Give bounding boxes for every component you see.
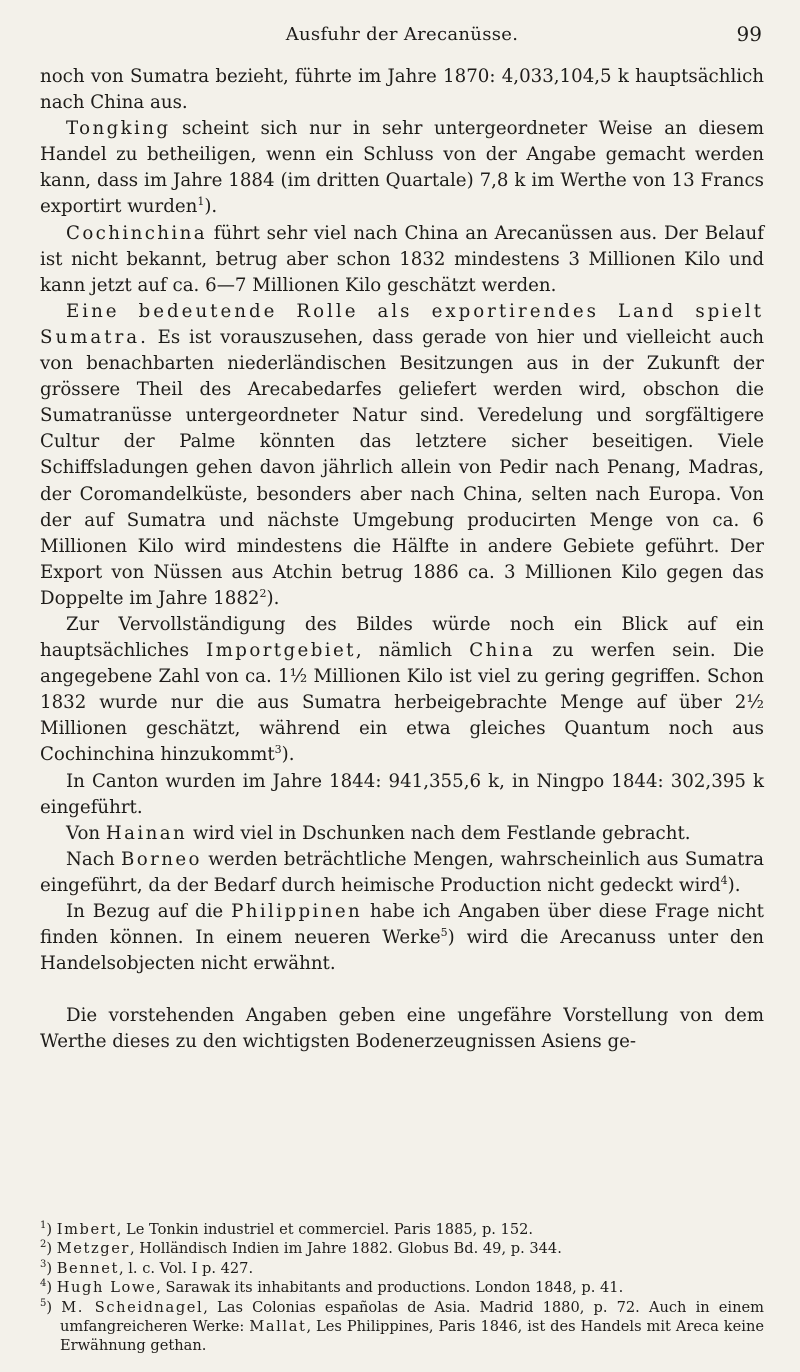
footnote-mark: 4: [40, 1278, 47, 1290]
footnote-author: Hugh Lowe: [56, 1279, 157, 1297]
paragraph-import: [40, 612, 764, 769]
place-name: Hainan: [105, 822, 188, 844]
paragraph-text: habe ich Angaben über diese Frage nicht finden können. In einem neueren Werke: [40, 901, 764, 949]
paragraph-text: wird viel in Dschunken nach dem Festlande gebracht.: [187, 822, 691, 844]
paragraph-text: werden beträchtliche Mengen, wahrscheinlich aus Sumatra eingeführt, da der Bedarf durch heimische Production nicht gedeckt wird: [40, 848, 764, 896]
footnote-author: Bennet: [56, 1259, 119, 1277]
place-name: Cochinchina: [66, 222, 207, 244]
footnote-mark: 2: [40, 1239, 47, 1251]
paragraph-philippinen: [40, 899, 764, 977]
footnote-text: , Las Colonias españolas de Asia. Madrid 1880, p. 72. Auch in einem umfangreicheren Werke:: [60, 1298, 764, 1336]
footnote-ref[interactable]: 4: [720, 873, 728, 887]
running-title: Ausfuhr der Arecanüsse.: [285, 24, 519, 45]
footnote-text: , Sarawak its inhabitants and productions. London 1848, p. 41.: [156, 1279, 624, 1297]
footnote-author: Imbert: [56, 1221, 117, 1238]
paragraph-text: ) wird die Arecanuss unter den Handelsobjecten nicht erwähnt.: [40, 927, 764, 975]
footnote-mark: 1: [40, 1220, 47, 1232]
book-page: [40, 0, 764, 1372]
footnote-text: , Les Philippines, Paris 1846, ist des Handels mit Areca keine Erwähnung gethan.: [60, 1318, 764, 1355]
footnote-ref[interactable]: 2: [259, 586, 267, 600]
paragraph-tongking: [40, 116, 764, 220]
body-text: [40, 64, 764, 1055]
paragraph-hainan: [40, 821, 764, 847]
paragraph-sumatra: [40, 299, 764, 612]
paragraph-borneo: [40, 847, 764, 899]
footnote-text: , l. c. Vol. I p. 427.: [118, 1259, 254, 1277]
paragraph-text: Von: [66, 822, 106, 844]
paragraph-text: ).: [204, 196, 218, 218]
footnote-ref[interactable]: 5: [440, 926, 448, 940]
footnote-ref[interactable]: 1: [197, 195, 205, 209]
paragraph-canton: In Canton wurden im Jahre 1844: 941,355,6 k, in Ningpo 1844: 302,395 k eingeführt.: [40, 770, 764, 818]
emphasis-text: Eine bedeutende Rolle als exportirendes Land spielt Sumatra.: [40, 300, 764, 348]
paragraph-text: In Bezug auf die: [66, 901, 232, 922]
place-name: China: [469, 640, 536, 662]
footnote-3: $^3$) Bennet, l. c. Vol. I p. 427.: [40, 1258, 254, 1277]
footnote-2: $^2$) Metzger, Holländisch Indien im Jahre 1882. Globus Bd. 49, p. 344.: [40, 1239, 562, 1258]
footnote-1: $^1$) Imbert, Le Tonkin industriel et commerciel. Paris 1885, p. 152.: [40, 1220, 534, 1238]
footnote-text: , Le Tonkin industriel et commerciel. Paris 1885, p. 152.: [116, 1221, 534, 1238]
paragraph-cochinchina: [40, 221, 764, 299]
footnote-4: $^4$) Hugh Lowe, Sarawak its inhabitants and productions. London 1848, p. 41.: [40, 1278, 624, 1297]
footnote-mark: 3: [40, 1258, 47, 1270]
paragraph-text: ).: [266, 587, 280, 609]
page-number: 99: [736, 22, 762, 46]
paragraph-text: zu werfen sein. Die angegebene Zahl von ca. 1½ Millionen Kilo ist viel zu gering gegriffen. Schon 1832 wurde nur die aus Sumatra herbeigebrachte Menge auf über 2½ Millionen geschätzt, während ein etwa gleiches Quantum noch aus Cochinchina hinzukommt: [40, 640, 764, 766]
paragraph-spacer: [40, 977, 764, 1003]
footnote-author: Mallat: [249, 1318, 307, 1336]
place-name: Borneo: [121, 848, 202, 870]
footnote-mark: 5: [40, 1297, 47, 1309]
paragraph-text: ).: [281, 744, 295, 766]
paragraph-text: Zur Vervollständigung des Bildes würde noch ein Blick auf ein hauptsächliches: [40, 613, 764, 662]
paragraph-text: führt sehr viel nach China an Arecanüssen aus. Der Belauf ist nicht bekannt, betrug aber schon 1832 mindestens 3 Millionen Kilo und kann jetzt auf ca. 6—7 Millionen Kilo geschätzt werden.: [40, 222, 764, 296]
place-name: Philippinen: [231, 901, 363, 922]
place-name: Tongking: [66, 118, 171, 140]
paragraph-text: , nämlich: [355, 640, 470, 662]
paragraph-text: Es ist vorauszusehen, dass gerade von hier und vielleicht auch von benachbarten niederländischen Besitzungen aus in der Zukunft der grössere Theil des Arecabedarfes geliefert werden wird, obschon die Sumatranüsse untergeordneter Natur sind. Veredelung und sorgfältigere Cultur der Palme könnten das letztere sicher beseitigen. Viele Schiffsladungen gehen davon jährlich allein von Pedir nach Penang, Madras, der Coromandelküste, besonders aber nach China, selten nach Europa. Von der auf Sumatra und nächste Umgebung producirten Menge von ca. 6 Millionen Kilo wird mindestens die Hälfte in andere Gebiete geführt. Der Export von Nüssen aus Atchin betrug 1886 ca. 3 Millionen Kilo gegen das Doppelte im Jahre 1882: [40, 326, 764, 609]
emphasis-text: Importgebiet: [206, 640, 356, 662]
paragraph-text: Nach: [66, 848, 122, 870]
paragraph-conclusion: Die vorstehenden Angaben geben eine ungefähre Vorstellung von dem Werthe dieses zu den wichtigsten Bodenerzeugnissen Asiens ge-: [40, 1005, 764, 1053]
running-head: [40, 22, 764, 48]
footnote-ref[interactable]: 3: [274, 743, 282, 757]
footnote-author: Metzger: [56, 1240, 131, 1258]
paragraph-1: noch von Sumatra bezieht, führte im Jahre 1870: 4,033,104,5 k hauptsächlich nach China aus.: [40, 66, 764, 114]
footnote-text: , Holländisch Indien im Jahre 1882. Globus Bd. 49, p. 344.: [130, 1240, 562, 1258]
footnotes: [40, 1220, 764, 1356]
footnote-author: M. Scheidnagel: [61, 1298, 204, 1316]
footnote-5: $^5$) M. Scheidnagel, Las Colonias españolas de Asia. Madrid 1880, p. 72. Auch in einem umfangreicheren Werke: Mallat, Les Philippines, Paris 1846, ist des Handels mit Areca keine Erwähnung gethan.: [40, 1297, 764, 1355]
paragraph-text: ).: [727, 874, 741, 896]
paragraph-text: scheint sich nur in sehr untergeordneter Weise an diesem Handel zu betheiligen, wenn ein Schluss von der Angabe gemacht werden kann, dass im Jahre 1884 (im dritten Quartale) 7,8 k im Werthe von 13 Francs exportirt wurden: [40, 118, 764, 218]
